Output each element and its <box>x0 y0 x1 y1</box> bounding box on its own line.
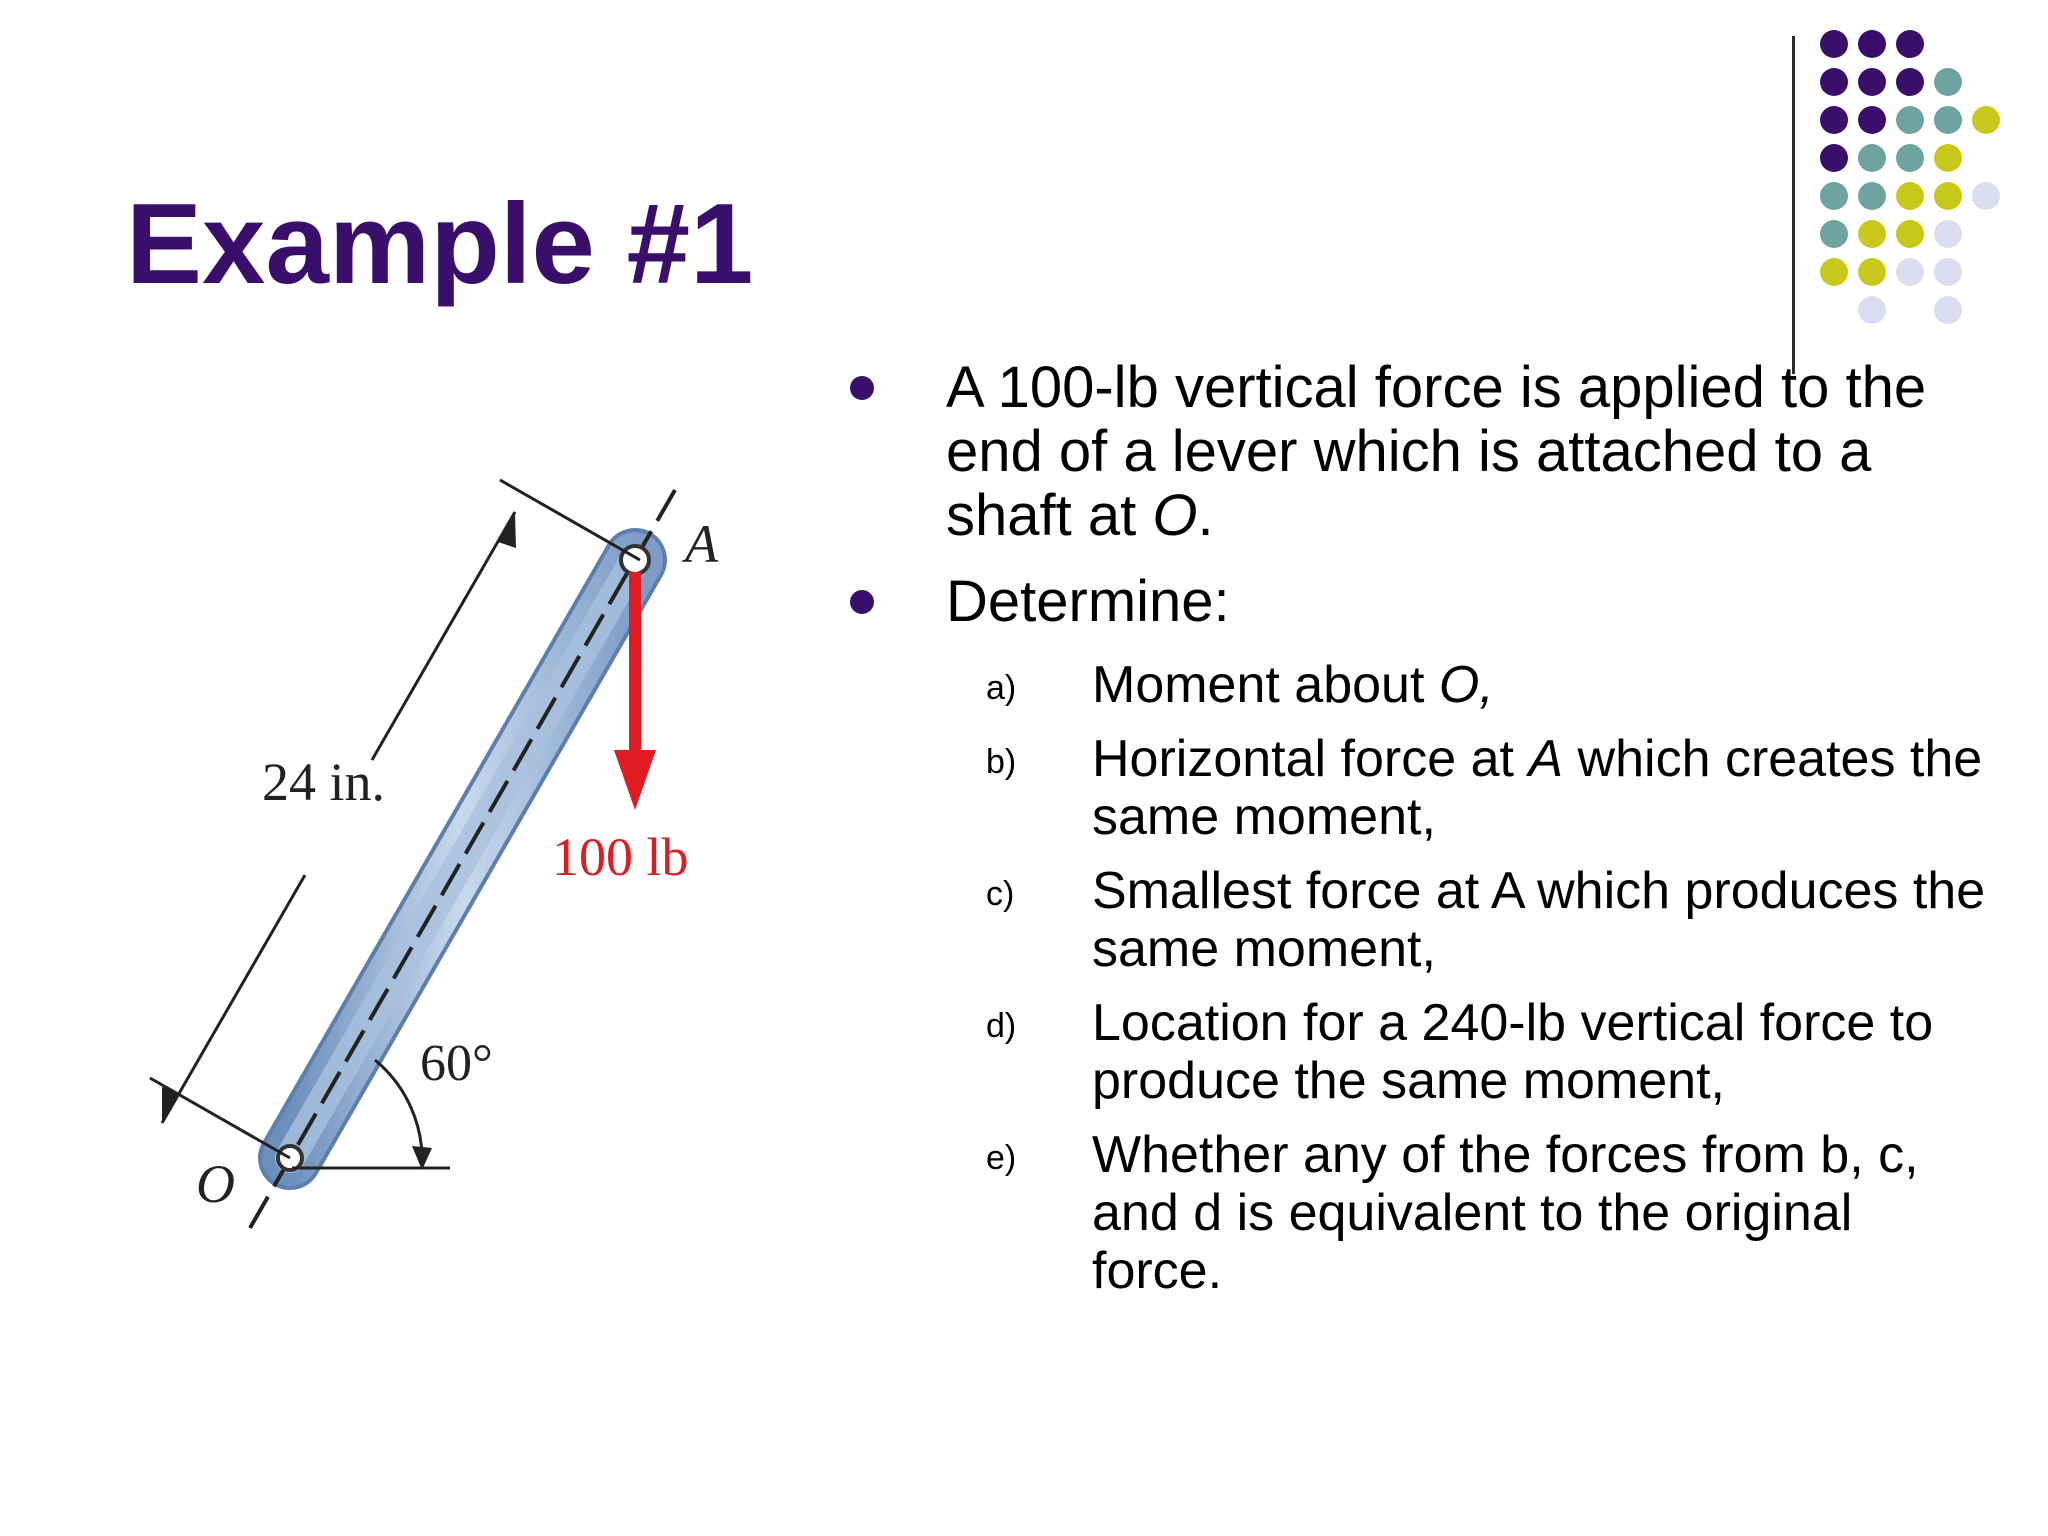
dot-icon <box>1896 258 1924 286</box>
dot-icon <box>1858 106 1886 134</box>
list-item: c) Smallest force at A which produces the same moment, <box>986 862 1986 978</box>
dot-icon <box>1972 106 2000 134</box>
dot-icon <box>1820 182 1848 210</box>
force-arrow-head-icon <box>614 750 656 810</box>
dot-icon <box>1820 144 1848 172</box>
dot-icon <box>1858 144 1886 172</box>
dot-icon <box>1858 296 1886 324</box>
dot-icon <box>1896 144 1924 172</box>
sub-list <box>840 656 1990 1300</box>
dimension-line-lower <box>162 875 305 1123</box>
dot-icon <box>1934 106 1962 134</box>
dot-icon <box>1896 30 1924 58</box>
angle-arrow-icon <box>412 1146 432 1170</box>
list-item: e) Whether any of the forces from b, c, and d is equivalent to the original force. <box>986 1126 1919 1300</box>
dot-icon <box>1896 182 1924 210</box>
dimension-extension-top <box>500 480 640 560</box>
bullet-icon <box>850 590 874 614</box>
dimension-arrow-up-icon <box>498 512 516 548</box>
dot-icon <box>1896 220 1924 248</box>
point-a-label: A <box>685 514 718 574</box>
list-item: d) Location for a 240-lb vertical force to produce the same moment, <box>986 994 1934 1110</box>
lever-diagram <box>120 450 760 1250</box>
dot-icon <box>1972 182 2000 210</box>
bullet-icon <box>850 376 874 400</box>
dot-icon <box>1934 258 1962 286</box>
length-label: 24 in. <box>262 752 386 812</box>
dot-icon <box>1820 258 1848 286</box>
dot-icon <box>1934 144 1962 172</box>
list-item-label: a) <box>986 669 1017 707</box>
dimension-line-upper <box>372 512 515 760</box>
dot-icon <box>1896 68 1924 96</box>
slide-title: Example #1 <box>126 181 754 308</box>
dot-icon <box>1858 182 1886 210</box>
dot-icon <box>1934 220 1962 248</box>
dot-icon <box>1934 296 1962 324</box>
list-item: b) Horizontal force at A which creates the same moment, <box>986 730 1983 846</box>
point-o-label: O <box>196 1154 235 1214</box>
list-item-label: c) <box>986 875 1015 913</box>
dot-icon <box>1934 182 1962 210</box>
list-item-label: b) <box>986 743 1017 781</box>
dot-icon <box>1820 106 1848 134</box>
force-label: 100 lb <box>552 827 689 887</box>
dot-icon <box>1858 258 1886 286</box>
decorative-dot-grid <box>1820 30 2040 340</box>
list-item: a) Moment about O, <box>986 656 1494 714</box>
dot-icon <box>1858 68 1886 96</box>
list-item-label: e) <box>986 1139 1017 1177</box>
dot-icon <box>1820 220 1848 248</box>
list-item-label: d) <box>986 1007 1017 1045</box>
dot-icon <box>1820 30 1848 58</box>
slide-content <box>840 356 1990 1316</box>
dimension-arrow-down-icon <box>162 1087 180 1123</box>
angle-label: 60° <box>420 1035 493 1092</box>
dot-icon <box>1820 68 1848 96</box>
bullet-item: Determine: <box>840 570 1990 634</box>
dot-icon <box>1858 30 1886 58</box>
dot-icon <box>1934 68 1962 96</box>
dot-icon <box>1858 220 1886 248</box>
bullet-item: A 100-lb vertical force is applied to the end of a lever which is attached to a shaft at O. <box>840 356 1990 548</box>
dot-icon <box>1896 106 1924 134</box>
vertical-divider <box>1792 36 1795 374</box>
